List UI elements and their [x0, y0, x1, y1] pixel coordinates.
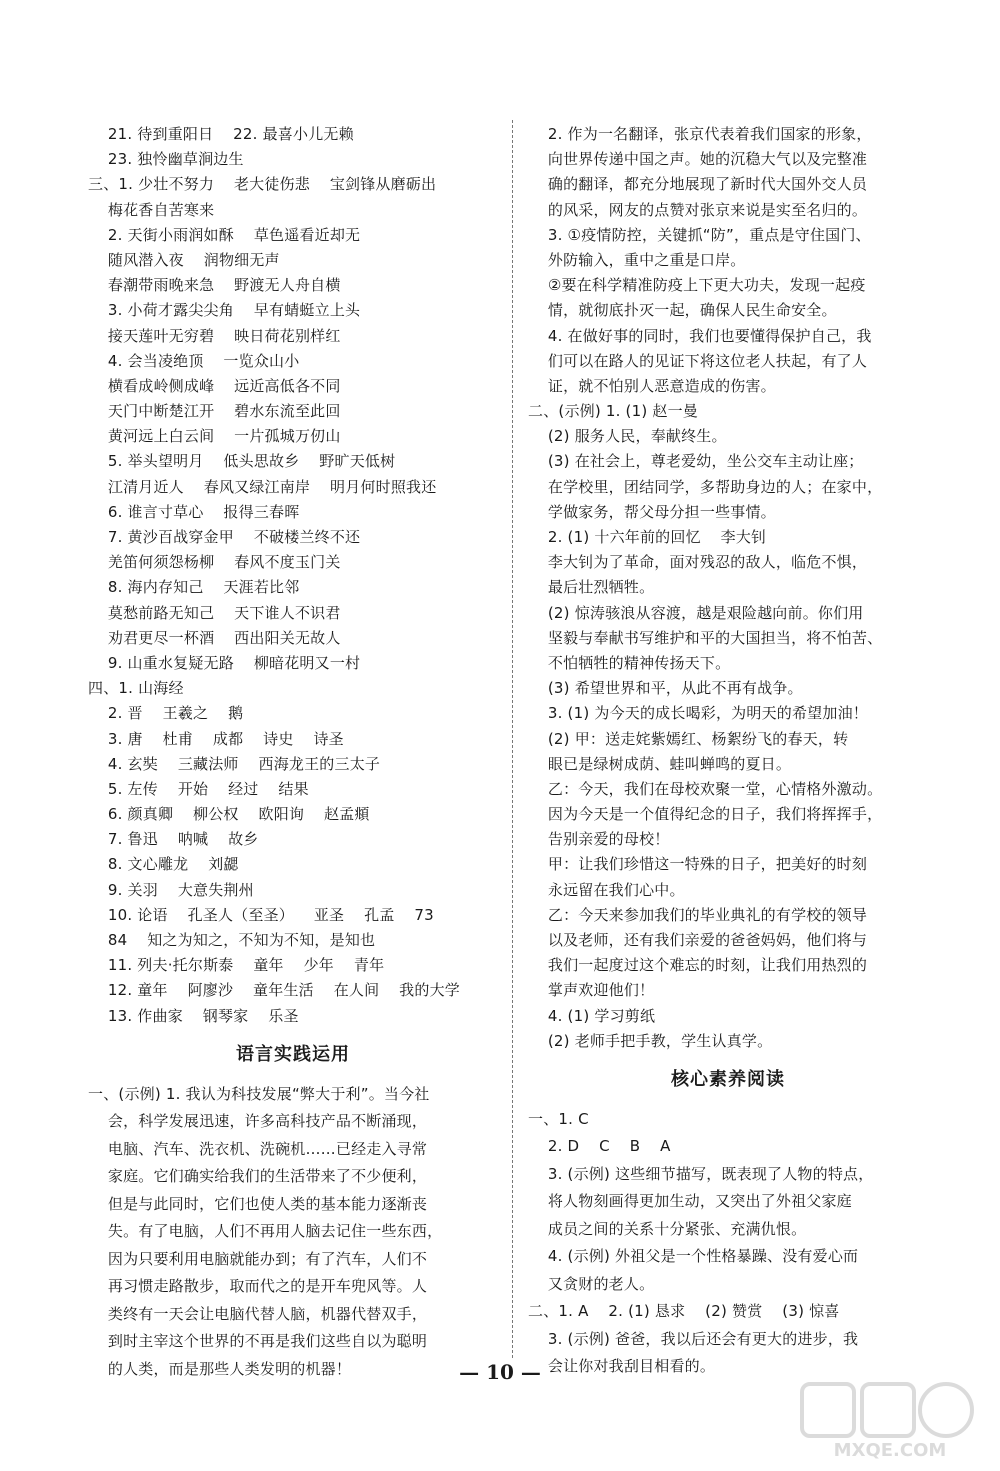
answer-line: 掌声欢迎他们！: [528, 981, 655, 1000]
answer-line: 横看成岭侧成峰 远近高低各不同: [88, 376, 341, 395]
answer-line: 4. 在做好事的同时，我们也要懂得保护自己，我: [528, 326, 872, 345]
answer-line: 成员之间的关系十分紧张、充满仇恨。: [528, 1219, 807, 1238]
answer-line: 甲：让我们珍惜这一特殊的日子，把美好的时刻: [528, 855, 868, 874]
answer-line: 4. 会当凌绝顶 一览众山小: [88, 351, 300, 370]
answer-line: 二、(示例) 1. (1) 赵一曼: [528, 402, 698, 421]
answer-line: 家庭。它们确实给我们的生活带来了不少便利，: [88, 1167, 428, 1186]
answer-line: 一、1. C: [528, 1109, 589, 1128]
answer-line: 4. 玄奘 三藏法师 西海龙王的三太子: [88, 754, 381, 773]
answer-line: 2. 晋 王羲之 鹅: [88, 704, 244, 723]
answer-line: 证，就不怕别人恶意造成的伤害。: [528, 376, 776, 395]
answer-line: 7. 鲁迅 呐喊 故乡: [88, 830, 259, 849]
answer-line: 8. 海内存知己 天涯若比邻: [88, 578, 300, 597]
answer-line: 21. 待到重阳日 22. 最喜小儿无赖: [88, 125, 354, 143]
column-divider: [512, 120, 513, 1358]
answer-line: 三、1. 少壮不努力 老大徒伤悲 宝剑锋从磨砺出: [88, 175, 437, 194]
answer-line: 不怕牺牲的精神传扬天下。: [528, 653, 731, 672]
answer-line: 学做家务，帮父母分担一些事情。: [528, 502, 776, 521]
answer-line: 2. (1) 十六年前的回忆 李大钊: [528, 528, 767, 546]
answer-line: 会让你对我刮目相看的。: [528, 1357, 716, 1376]
answer-line: 10. 论语 孔圣人（至圣） 亚圣 孔孟 73: [88, 905, 434, 924]
answer-line: 永远留在我们心中。: [528, 880, 685, 899]
answer-line: 6. 谁言寸草心 报得三春晖: [88, 502, 300, 521]
answer-line: 3. ①疫情防控，关键抓“防”，重点是守住国门、: [528, 225, 871, 244]
answer-line: 们可以在路人的见证下将这位老人扶起，有了人: [528, 351, 868, 370]
answer-line: 李大钊为了革命，面对残忍的敌人，临危不惧，: [528, 553, 868, 572]
answer-line: 外防输入，重中之重是口岸。: [528, 250, 746, 269]
svg-text:MXQE.COM: MXQE.COM: [833, 1440, 947, 1460]
answers-list-right: [528, 122, 928, 1054]
answer-line: 12. 童年 阿廖沙 童年生活 在人间 我的大学: [88, 981, 460, 1000]
answer-line: 梅花香自苦寒来: [88, 200, 215, 219]
answer-line: 的风采，网友的点赞对张京来说是实至名归的。: [528, 200, 868, 219]
answer-line: 接天莲叶无穷碧 映日荷花别样红: [88, 326, 341, 345]
answer-line: 因为只要利用电脑就能办到；有了汽车，人们不: [88, 1249, 428, 1268]
answer-line: 2. D C B A: [528, 1137, 671, 1156]
answer-line: 7. 黄沙百战穿金甲 不破楼兰终不还: [88, 528, 361, 546]
answer-line: 眼已是绿树成荫、蛙叫蝉鸣的夏日。: [528, 754, 792, 773]
page-number: — 10 —: [459, 1360, 541, 1384]
answer-line: 84 知之为知之，不知为不知，是知也: [88, 931, 376, 949]
answer-line: 黄河远上白云间 一片孤城万仞山: [88, 427, 341, 446]
answer-line: 因为今天是一个值得纪念的日子，我们将挥挥手，: [528, 805, 883, 824]
answer-line: ②要在科学精准防疫上下更大功夫，发现一起疫: [528, 276, 866, 295]
answer-line: 2. 天街小雨润如酥 草色遥看近却无: [88, 225, 361, 244]
answer-line: 到时主宰这个世界的不再是我们这些自以为聪明: [88, 1332, 428, 1351]
answer-line: (2) 甲：送走姹紫嫣红、杨絮纷飞的春天，转: [528, 729, 849, 748]
answer-line: 坚毅与奉献书写维护和平的大国担当，将不怕苦、: [528, 628, 883, 647]
section-title-core-reading: 核心素养阅读: [671, 1068, 785, 1090]
answer-line: 但是与此同时，它们也使人类的基本能力逐渐丧: [88, 1194, 428, 1213]
answer-line: 莫愁前路无知己 天下谁人不识君: [88, 603, 341, 622]
answer-line: 23. 独怜幽草涧边生: [88, 150, 244, 169]
answer-line: 的人类，而是那些人类发明的机器！: [88, 1359, 352, 1378]
answer-line: 3. (示例) 这些细节描写，既表现了人物的特点，: [528, 1164, 874, 1183]
answer-line: 四、1. 山海经: [88, 679, 184, 698]
answer-line: (2) 老师手把手教，学生认真学。: [528, 1031, 773, 1050]
answer-line: 江清月近人 春风又绿江南岸 明月何时照我还: [88, 477, 437, 496]
answer-line: 电脑、汽车、洗衣机、洗碗机……已经走入寻常: [88, 1139, 428, 1158]
answer-line: 11. 列夫·托尔斯泰 童年 少年 青年: [88, 956, 385, 975]
answer-line: (3) 在社会上，尊老爱幼，坐公交车主动让座；: [528, 452, 864, 471]
answer-line: 告别亲爱的母校！: [528, 830, 670, 849]
section-title-language-practice: 语言实践运用: [236, 1043, 350, 1065]
answer-line: 失。有了电脑，人们不再用人脑去记住一些东西，: [88, 1222, 443, 1241]
answer-line: 6. 颜真卿 柳公权 欧阳询 赵孟頫: [88, 805, 370, 824]
right-column: [528, 122, 928, 1381]
answer-line: 5. 左传 开始 经过 结果: [88, 779, 309, 798]
answer-line: 又贪财的老人。: [528, 1274, 655, 1293]
answer-line: 一、(示例) 1. 我认为科技发展“弊大于利”。当今社: [88, 1084, 430, 1103]
answer-line: 向世界传递中国之声。她的沉稳大气以及完整准: [528, 150, 868, 169]
answer-line: 将人物刻画得更加生动，又突出了外祖父家庭: [528, 1192, 852, 1211]
answer-line: 13. 作曲家 钢琴家 乐圣: [88, 1006, 299, 1025]
answer-line: 9. 山重水复疑无路 柳暗花明又一村: [88, 653, 361, 672]
answer-line: 最后壮烈牺牲。: [528, 578, 655, 597]
answer-line: 乙：今天，我们在母校欢聚一堂，心情格外激动。: [528, 779, 883, 798]
answer-line: 4. (示例) 外祖父是一个性格暴躁、没有爱心而: [528, 1247, 859, 1266]
answer-line: (2) 服务人民，奉献终生。: [528, 427, 727, 446]
answer-line: 5. 举头望明月 低头思故乡 野旷天低树: [88, 452, 396, 471]
answer-line: 4. (1) 学习剪纸: [528, 1006, 656, 1025]
answer-line: 以及老师，还有我们亲爱的爸爸妈妈，他们将与: [528, 931, 868, 949]
answer-line: 情，就彻底扑灭一起，确保人民生命安全。: [528, 301, 837, 320]
answer-line: 3. (示例) 爸爸，我以后还会有更大的进步，我: [528, 1329, 859, 1348]
watermark-logo: [796, 1378, 984, 1460]
answer-line: 2. 作为一名翻译，张京代表着我们国家的形象，: [528, 125, 872, 143]
answer-line: 在学校里，团结同学，多帮助身边的人；在家中，: [528, 477, 883, 496]
answer-line: 3. (1) 为今天的成长喝彩，为明天的希望加油！: [528, 704, 868, 723]
answer-line: (3) 希望世界和平，从此不再有战争。: [528, 679, 803, 698]
answer-line: 乙：今天来参加我们的毕业典礼的有学校的领导: [528, 905, 868, 924]
answer-line: 类终有一天会让电脑代替人脑，机器代替双手，: [88, 1304, 428, 1323]
answer-line: 随风潜入夜 润物细无声: [88, 250, 280, 269]
answer-line: 确的翻译，都充分地展现了新时代大国外交人员: [528, 175, 868, 194]
answer-line: 羌笛何须怨杨柳 春风不度玉门关: [88, 553, 341, 572]
answer-line: 春潮带雨晚来急 野渡无人舟自横: [88, 276, 341, 295]
left-column: [88, 122, 498, 1383]
answer-line: 天门中断楚江开 碧水东流至此回: [88, 402, 341, 421]
answer-line: 二、1. A 2. (1) 恳求 (2) 赞赏 (3) 惊喜: [528, 1302, 840, 1321]
answer-line: 劝君更尽一杯酒 西出阳关无故人: [88, 628, 341, 647]
answer-line: 再习惯走路散步，取而代之的是开车兜风等。人: [88, 1277, 428, 1296]
answer-line: 8. 文心雕龙 刘勰: [88, 855, 239, 874]
answer-line: 会，科学发展迅速，许多高科技产品不断涌现，: [88, 1112, 428, 1131]
answer-line: 3. 小荷才露尖尖角 早有蜻蜓立上头: [88, 301, 361, 320]
answers-list-language-practice: [88, 1081, 498, 1384]
answer-line: 我们一起度过这个难忘的时刻，让我们用热烈的: [528, 956, 868, 975]
answers-list-left: [88, 122, 498, 1029]
answer-line: (2) 惊涛骇浪从容渡，越是艰险越向前。你们用: [528, 603, 864, 622]
answers-list-core-reading: [528, 1106, 928, 1381]
answer-line: 3. 唐 杜甫 成都 诗史 诗圣: [88, 729, 344, 748]
answer-line: 9. 关羽 大意失荆州: [88, 880, 254, 899]
